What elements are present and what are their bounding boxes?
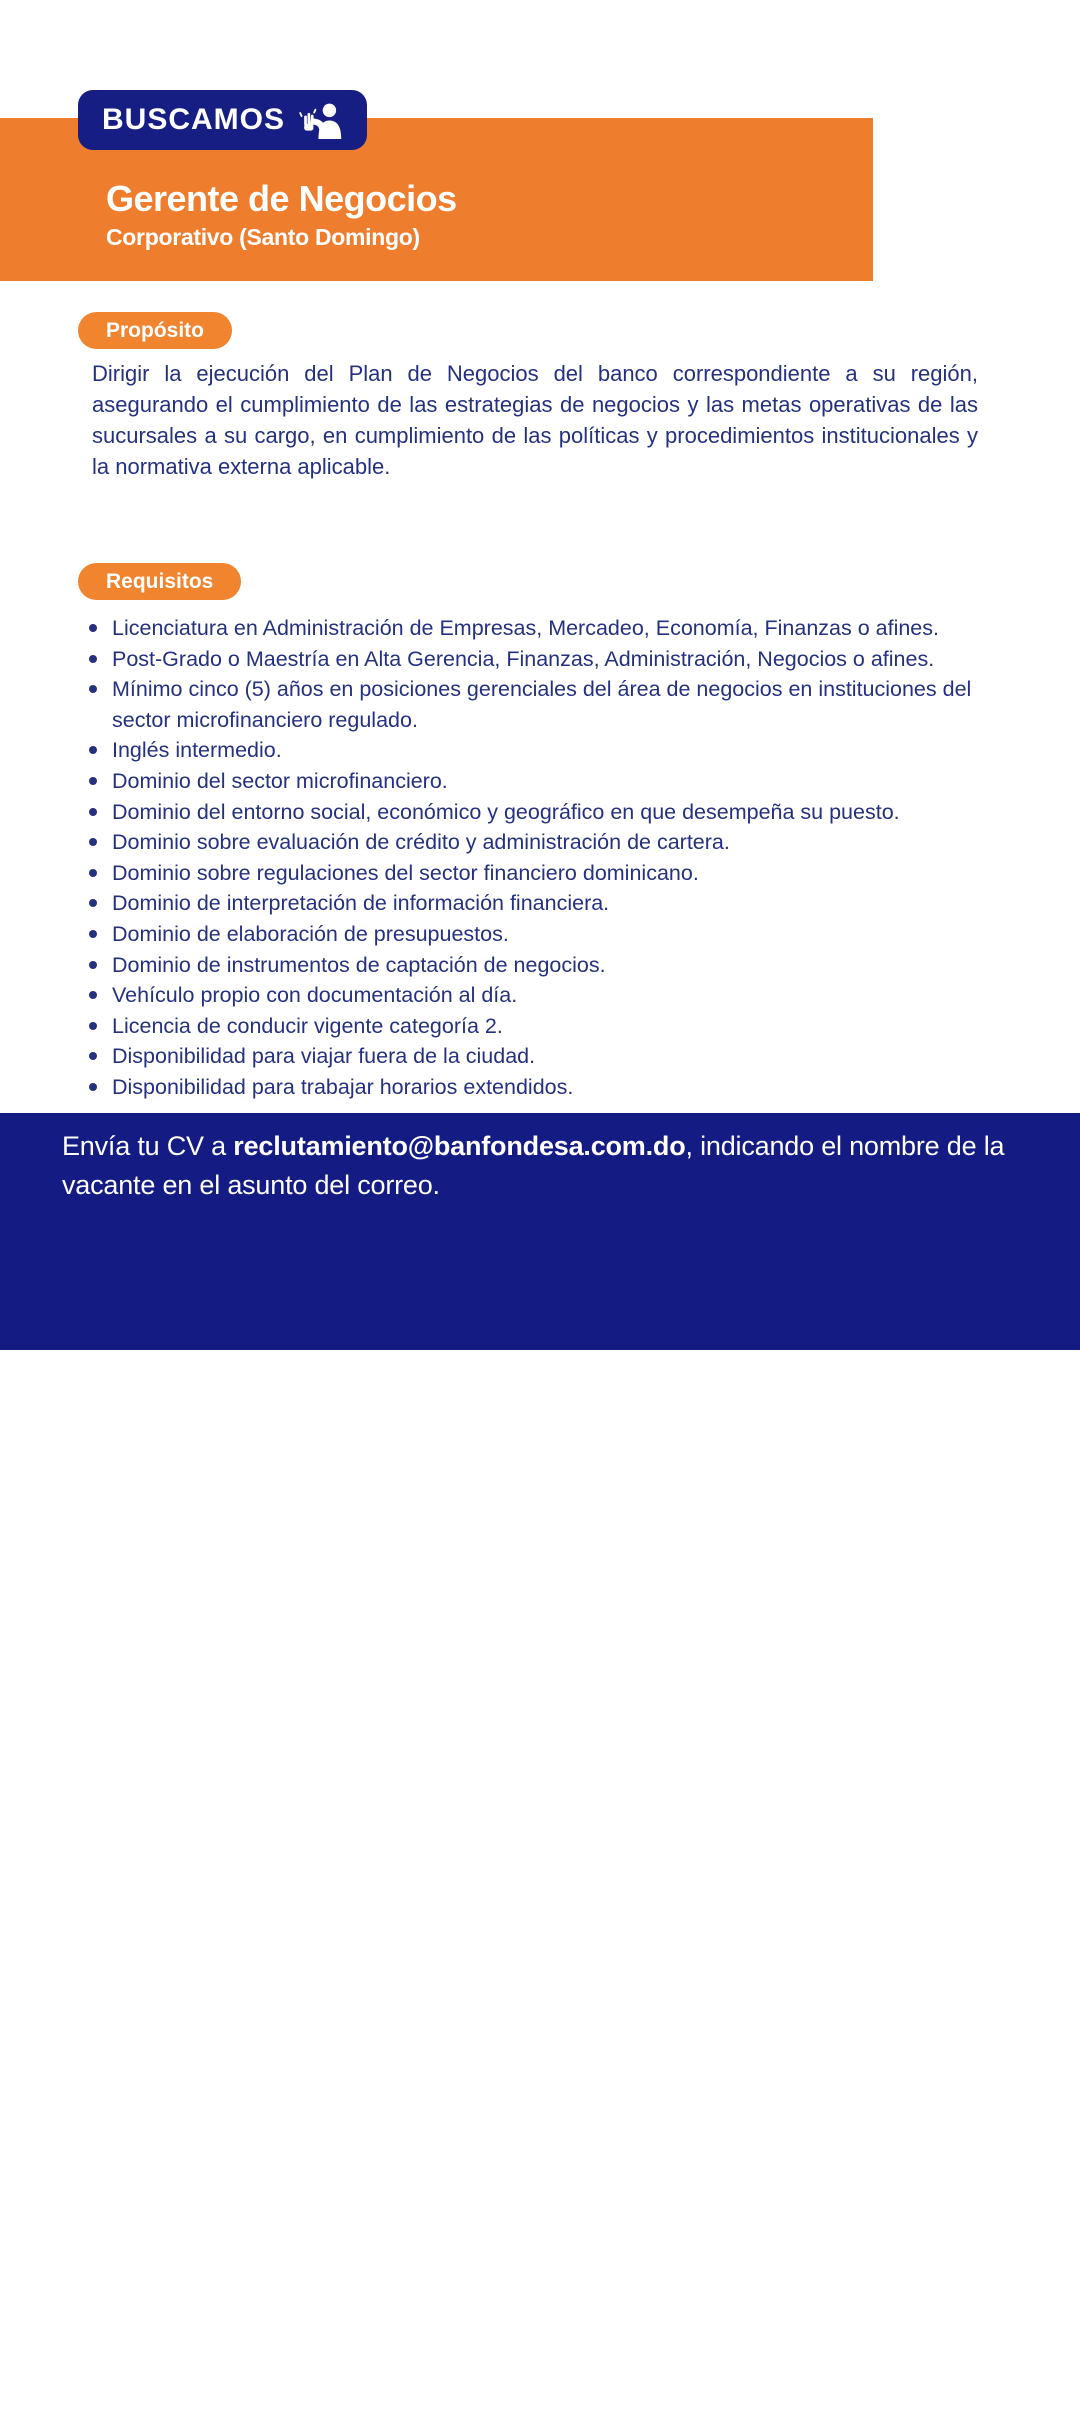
requisito-item: Post-Grado o Maestría en Alta Gerencia, Finanzas, Administración, Negocios o afines. [85,644,1030,675]
banfondesa-wordmark: BANFONDESA [712,2348,1052,2406]
requisito-item: Dominio de instrumentos de captación de negocios. [85,950,1030,981]
proposito-paragraph: Dirigir la ejecución del Plan de Negocios del banco correspondiente a su región, asegurando el cumplimiento de las estrategias de negocios y las metas operativas de las sucursales a su cargo, en cumplimiento de las políticas y procedimientos institucionales y la normativa externa aplicable. [92,361,978,479]
requisito-item: Licencia de conducir vigente categoría 2. [85,1011,1030,1042]
requisito-item: Dominio sobre regulaciones del sector financiero dominicano. [85,858,1030,889]
banfondesa-logo [628,2349,1062,2429]
requisitos-label: Requisitos [106,569,214,593]
job-title: Gerente de Negocios [106,178,457,219]
buscamos-badge [78,90,367,150]
requisito-item: Vehículo propio con documentación al día. [85,980,1030,1011]
proposito-label: Propósito [106,318,204,342]
requisito-item: Inglés intermedio. [85,735,1030,766]
requisito-item: Dominio del entorno social, económico y geográfico en que desempeña su puesto. [85,797,1030,828]
footer [0,1113,1080,2426]
cta-prefix: Envía tu CV a [62,1131,234,1161]
cta-suffix: , indicando el nombre de la vacante en el asunto del correo. [62,1131,1005,1200]
banfondesa-tagline: El banco de la familia y la microempresa [776,2404,1062,2427]
requisito-item: Dominio de elaboración de presupuestos. [85,919,1030,950]
requisito-item: Disponibilidad para trabajar horarios extendidos. [85,1072,1030,1103]
requisitos-section-pill [78,563,241,600]
cv-instruction [62,1127,1014,1205]
requisito-item: Disponibilidad para viajar fuera de la ciudad. [85,1041,1030,1072]
requisito-item: Mínimo cinco (5) años en posiciones gerenciales del área de negocios en instituciones del sector microfinanciero regulado. [85,674,1030,735]
buscamos-label: BUSCAMOS [102,103,286,136]
requisito-item: Dominio de interpretación de información financiera. [85,888,1030,919]
proposito-section-pill [78,312,232,349]
registered-mark: ® [1051,2353,1063,2370]
recruitment-email: reclutamiento@banfondesa.com.do [233,1131,686,1161]
requisitos-list [85,613,1030,1103]
requisito-item: Dominio del sector microfinanciero. [85,766,1030,797]
banfondesa-diamond-icon [628,2349,708,2429]
job-subtitle: Corporativo (Santo Domingo) [106,224,420,250]
requisito-item: Licenciatura en Administración de Empresas, Mercadeo, Economía, Finanzas o afines. [85,613,1030,644]
waving-person-icon [299,102,343,139]
requisito-item: Dominio sobre evaluación de crédito y administración de cartera. [85,827,1030,858]
banfondesa-logo-text [712,2348,1063,2427]
